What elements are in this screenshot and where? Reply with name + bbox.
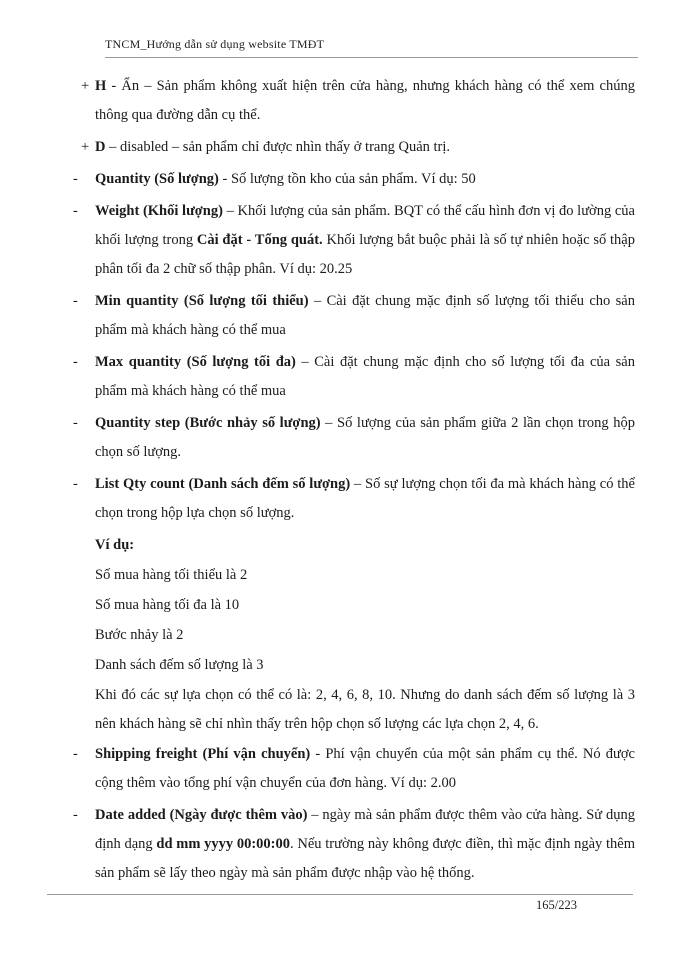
bold-text-run: Quantity (Số lượng) <box>95 171 219 187</box>
bold-text-run: Weight (Khối lượng) <box>95 203 223 219</box>
list-item <box>73 348 635 406</box>
text-run: – ngày mà sản phẩm được thêm vào cửa hàng. Sử dụng định dạng <box>95 807 635 852</box>
page-footer <box>47 894 633 915</box>
text-run: – disabled – sản phẩm chỉ được nhìn thấy ở trang Quản trị. <box>105 139 451 155</box>
list-item <box>73 740 635 798</box>
list-item <box>73 801 635 888</box>
bold-text-run: Max quantity (Số lượng tối đa) <box>95 354 296 370</box>
bullet-marker: - <box>73 415 78 431</box>
paragraph <box>95 621 635 650</box>
text-run: – Cài đặt chung mặc định cho số lượng tối đa của sản phẩm mà khách hàng có thể mua <box>95 354 635 399</box>
paragraph <box>95 531 635 560</box>
text-run: - Phí vận chuyển của một sản phẩm cụ thể. Nó được cộng thêm vào tổng phí vận chuyển của đơn hàng. Ví dụ: 2.00 <box>95 746 635 791</box>
text-run: – Số lượng của sản phẩm giữa 2 lần chọn trong hộp chọn số lượng. <box>95 415 635 460</box>
bold-text-run: D <box>95 139 106 155</box>
text-run: – Cài đặt chung mặc định số lượng tối thiểu cho sản phẩm mà khách hàng có thể mua <box>95 293 635 338</box>
document-body <box>73 72 635 891</box>
text-run: Số mua hàng tối thiểu là 2 <box>95 567 248 583</box>
text-run: Khối lượng bắt buộc phải là số tự nhiên hoặc số thập phân tối đa 2 chữ số thập phân. Ví dụ: 20.25 <box>95 232 635 277</box>
text-run: - Ẩn – Sản phẩm không xuất hiện trên cửa hàng, nhưng khách hàng có thể xem chúng thông qua đường dẫn cụ thể. <box>95 78 635 123</box>
list-item <box>73 287 635 345</box>
bold-text-run: Shipping freight (Phí vận chuyển) <box>95 746 311 762</box>
paragraph <box>95 681 635 739</box>
text-run: Bước nhảy là 2 <box>95 627 184 643</box>
bold-text-run: Quantity step (Bước nhảy số lượng) <box>95 415 321 431</box>
bold-text-run: dd mm yyyy 00:00:00 <box>156 836 291 852</box>
bullet-marker: + <box>81 78 90 94</box>
text-run: Danh sách đếm số lượng là 3 <box>95 657 264 673</box>
text-run: Khi đó các sự lựa chọn có thể có là: 2, 4, 6, 8, 10. Nhưng do danh sách đếm số lượng là 3 nên khách hàng sẽ chỉ nhìn thấy trên hộp chọn số lượng các lựa chọn 2, 4, 6. <box>95 687 635 732</box>
list-item <box>73 409 635 467</box>
bold-text-run: Cài đặt - Tổng quát. <box>196 232 323 248</box>
text-run: – Số sự lượng chọn tối đa mà khách hàng có thể chọn trong hộp lựa chọn số lượng. <box>95 476 635 521</box>
bullet-marker: + <box>81 139 90 155</box>
bullet-marker: - <box>73 203 78 219</box>
header-title: TNCM_Hướng dẫn sử dụng website TMĐT <box>105 37 325 51</box>
bullet-marker: - <box>73 171 78 187</box>
text-run: - Số lượng tồn kho của sản phẩm. Ví dụ: 50 <box>218 171 476 187</box>
text-run: . Nếu trường này không được điền, thì mặc định ngày thêm sản phẩm sẽ lấy theo ngày mà sản phẩm được nhập vào hệ thống. <box>95 836 635 881</box>
bullet-marker: - <box>73 354 78 370</box>
paragraph <box>95 561 635 590</box>
paragraph <box>95 651 635 680</box>
paragraph <box>95 591 635 620</box>
bold-text-run: H <box>95 78 107 94</box>
bullet-marker: - <box>73 807 78 823</box>
text-run: Số mua hàng tối đa là 10 <box>95 597 240 613</box>
bold-text-run: Date added (Ngày được thêm vào) <box>95 807 308 823</box>
bold-text-run: List Qty count (Danh sách đếm số lượng) <box>95 476 351 492</box>
list-item <box>73 470 635 528</box>
bullet-marker: - <box>73 746 78 762</box>
list-item <box>73 165 635 194</box>
list-item <box>81 133 635 162</box>
page-header <box>105 36 638 58</box>
bullet-marker: - <box>73 293 78 309</box>
bold-text-run: Min quantity (Số lượng tối thiểu) <box>95 293 309 309</box>
bullet-marker: - <box>73 476 78 492</box>
text-run: – Khối lượng của sản phẩm. BQT có thể cấu hình đơn vị đo lường của khối lượng trong <box>95 203 635 248</box>
page-number: 165/223 <box>536 898 577 912</box>
bold-text-run: Ví dụ: <box>95 537 135 553</box>
list-item <box>81 72 635 130</box>
list-item <box>73 197 635 284</box>
